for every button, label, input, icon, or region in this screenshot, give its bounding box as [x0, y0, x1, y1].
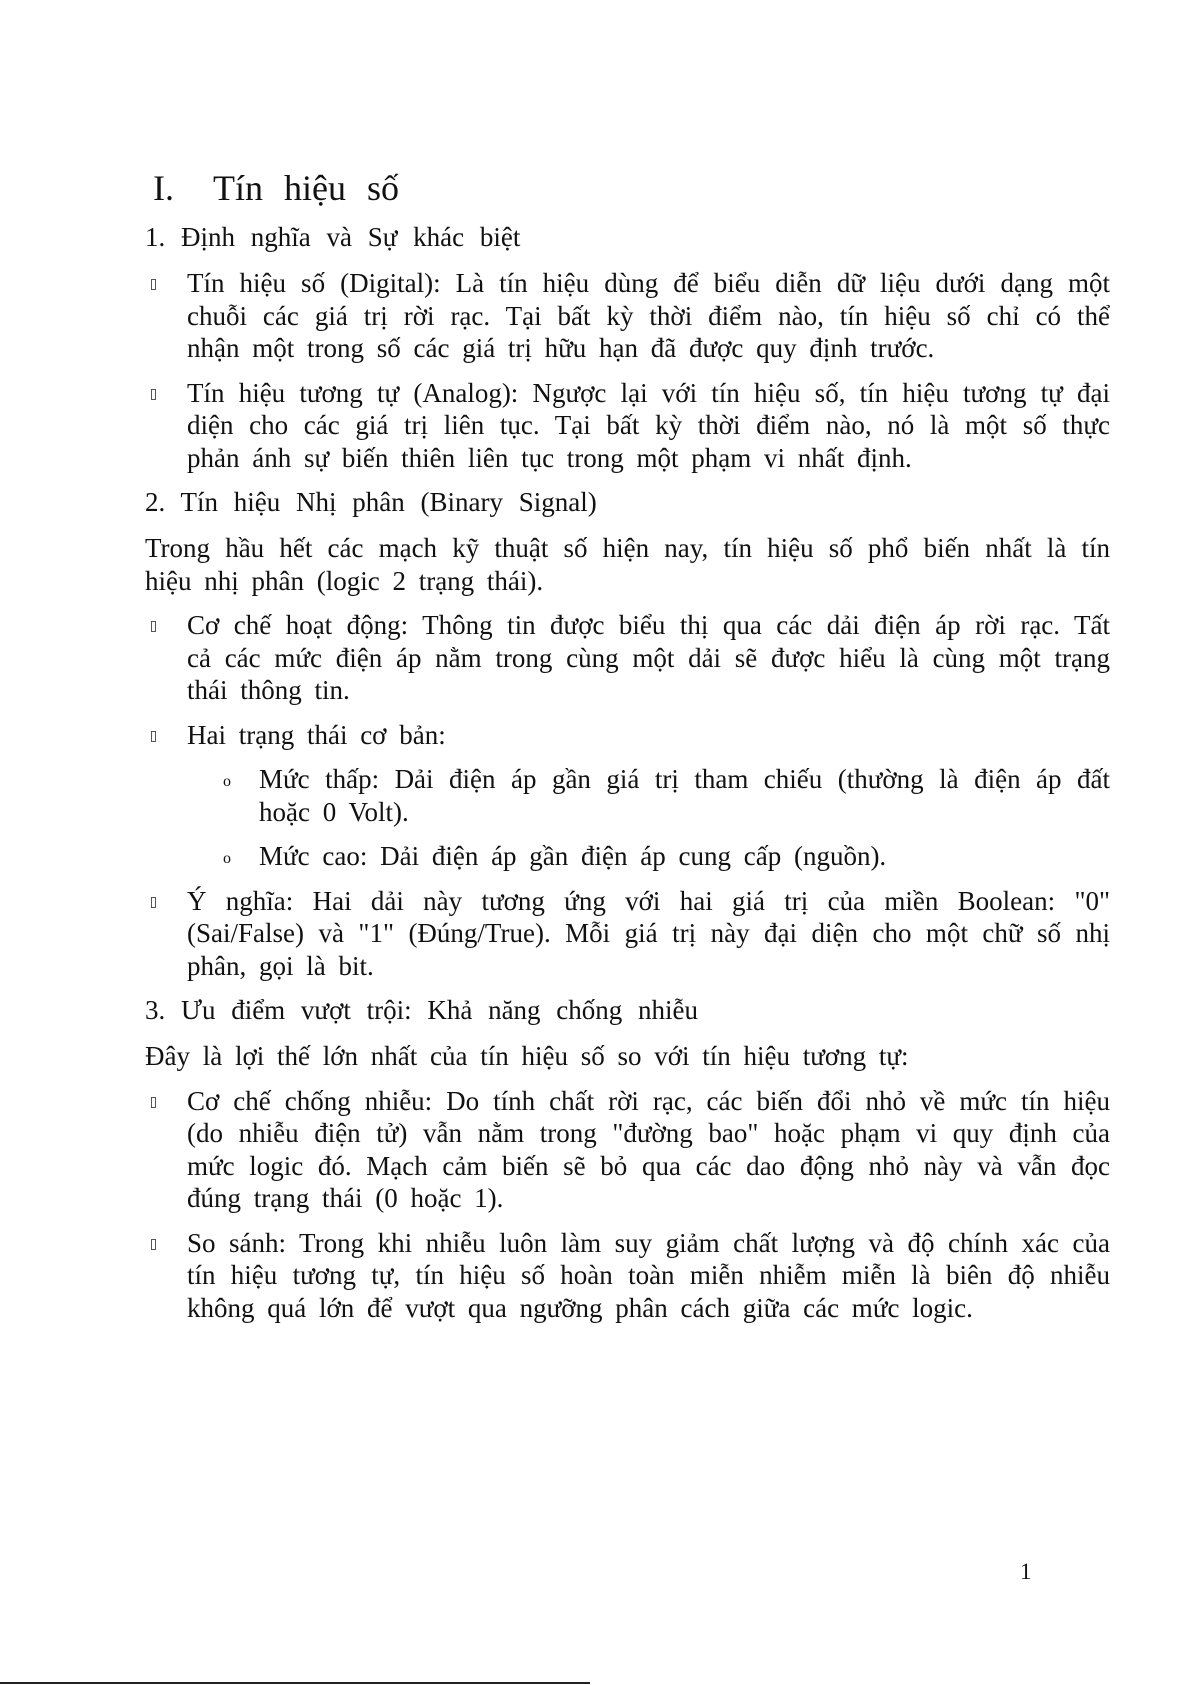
bullet-text-mechanism: Cơ chế hoạt động: Thông tin được biểu thị qua các dải điện áp rời rạc. Tất cả các mức điện áp nằm trong cùng một dải sẽ được hiểu là cùng một trạng thái thông tin.: [187, 610, 1110, 705]
list-item: [145, 885, 1110, 983]
bullet-marker-icon: [151, 1239, 156, 1250]
bullet-marker-icon: [151, 621, 156, 632]
circle-bullet-icon: o: [223, 850, 231, 867]
bullet-marker-icon: [151, 1097, 156, 1108]
bullet-text-comparison: So sánh: Trong khi nhiễu luôn làm suy giảm chất lượng và độ chính xác của tín hiệu tương tự, tín hiệu số hoàn toàn miễn nhiễm miễn là biên độ nhiễu không quá lớn để vượt qua ngưỡng phân cách giữa các mức logic.: [187, 1227, 1110, 1323]
paragraph-binary-intro: Trong hầu hết các mạch kỹ thuật số hiện nay, tín hiệu số phổ biến nhất là tín hiệu nhị phân (logic 2 trạng thái).: [145, 533, 1110, 596]
sub-list-item: [145, 763, 1110, 828]
subheading-definition: 1. Định nghĩa và Sự khác biệt: [145, 222, 521, 252]
bullet-text-meaning: Ý nghĩa: Hai dải này tương ứng với hai giá trị của miền Boolean: "0" (Sai/False) và "1" (Đúng/True). Mỗi giá trị này đại diện cho một chữ số nhị phân, gọi là bit.: [187, 885, 1110, 981]
section-number: I.: [153, 168, 174, 208]
section-heading: [153, 165, 1110, 211]
bullet-marker-icon: [151, 731, 156, 742]
bullet-marker-icon: [151, 897, 156, 908]
bullet-marker-icon: [151, 279, 156, 290]
list-item: [145, 1227, 1110, 1325]
subheading-binary-signal: 2. Tín hiệu Nhị phân (Binary Signal): [145, 487, 597, 517]
bullet-text-analog: Tín hiệu tương tự (Analog): Ngược lại với tín hiệu số, tín hiệu tương tự đại diện cho các giá trị liên tục. Tại bất kỳ thời điểm nào, nó là một số thực phản ánh sự biến thiên liên tục trong một phạm vi nhất định.: [187, 377, 1110, 473]
page-number: 1: [1020, 1559, 1032, 1584]
bullet-text-digital: Tín hiệu số (Digital): Là tín hiệu dùng để biểu diễn dữ liệu dưới dạng một chuỗi các giá trị rời rạc. Tại bất kỳ thời điểm nào, tín hiệu số chỉ có thể nhận một trong số các giá trị hữu hạn đã được quy định trước.: [187, 268, 1110, 363]
bullet-marker-icon: [151, 389, 156, 400]
bullet-text-noise-mechanism: Cơ chế chống nhiễu: Do tính chất rời rạc, các biến đổi nhỏ về mức tín hiệu (do nhiễu điện tử) vẫn nằm trong "đường bao" hoặc phạm vi quy định của mức logic đó. Mạch cảm biến sẽ bỏ qua các dao động nhỏ này và vẫn đọc đúng trạng thái (0 hoặc 1).: [187, 1085, 1110, 1213]
list-item: [145, 377, 1110, 475]
list-item: [145, 267, 1110, 365]
page-content: [145, 165, 1110, 1336]
bottom-divider: [0, 1682, 590, 1684]
list-item: [145, 719, 1110, 752]
list-item: [145, 1085, 1110, 1215]
section-title: Tín hiệu số: [213, 168, 399, 208]
subheading-noise-immunity: 3. Ưu điểm vượt trội: Khả năng chống nhiễu: [145, 995, 699, 1025]
paragraph-advantage-intro: Đây là lợi thế lớn nhất của tín hiệu số so với tín hiệu tương tự:: [145, 1041, 909, 1071]
circle-bullet-icon: o: [223, 773, 231, 790]
sub-list-item: [145, 840, 1110, 873]
list-item: [145, 609, 1110, 707]
sub-item-low-level: Mức thấp: Dải điện áp gần giá trị tham chiếu (thường là điện áp đất hoặc 0 Volt).: [259, 764, 1110, 827]
sub-item-high-level: Mức cao: Dải điện áp gần điện áp cung cấp (nguồn).: [259, 841, 887, 871]
bullet-text-states: Hai trạng thái cơ bản:: [187, 719, 446, 750]
